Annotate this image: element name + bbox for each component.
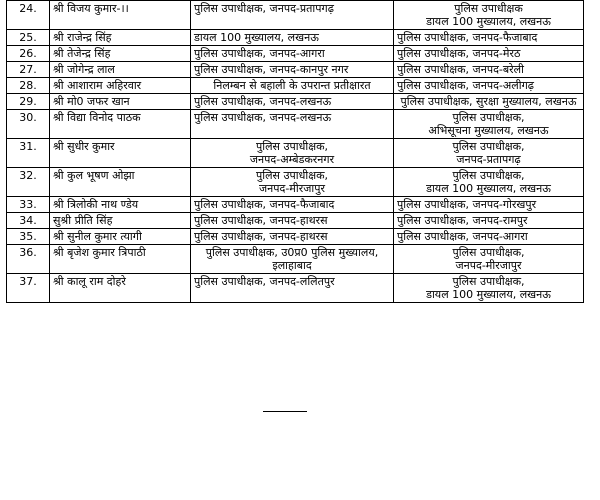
current-posting: पुलिस उपाधीक्षक, जनपद-हाथरस xyxy=(191,213,394,229)
serial-number: 25. xyxy=(7,30,50,46)
new-posting: पुलिस उपाधीक्षक, जनपद-गोरखपुर xyxy=(394,197,584,213)
table-row xyxy=(7,139,584,168)
table-row xyxy=(7,46,584,62)
officer-name: श्री सुधीर कुमार xyxy=(50,139,191,168)
table-row xyxy=(7,30,584,46)
new-posting: पुलिस उपाधीक्षक, जनपद-मीरजापुर xyxy=(394,245,584,274)
table-row xyxy=(7,62,584,78)
table-row xyxy=(7,245,584,274)
current-posting: पुलिस उपाधीक्षक, जनपद-मीरजापुर xyxy=(191,168,394,197)
serial-number: 31. xyxy=(7,139,50,168)
serial-number: 28. xyxy=(7,78,50,94)
new-posting: पुलिस उपाधीक्षक, जनपद-आगरा xyxy=(394,229,584,245)
serial-number: 34. xyxy=(7,213,50,229)
current-posting: पुलिस उपाधीक्षक, जनपद-लखनऊ xyxy=(191,94,394,110)
current-posting: पुलिस उपाधीक्षक, जनपद-कानपुर नगर xyxy=(191,62,394,78)
officer-name: श्री मो0 जफर खान xyxy=(50,94,191,110)
table-row xyxy=(7,274,584,303)
table-row xyxy=(7,229,584,245)
current-posting: पुलिस उपाधीक्षक, जनपद-लखनऊ xyxy=(191,110,394,139)
serial-number: 37. xyxy=(7,274,50,303)
closing-rule xyxy=(263,411,307,412)
serial-number: 35. xyxy=(7,229,50,245)
current-posting: पुलिस उपाधीक्षक, जनपद-फैजाबाद xyxy=(191,197,394,213)
current-posting: पुलिस उपाधीक्षक, उ0प्र0 पुलिस मुख्यालय, इलाहाबाद xyxy=(191,245,394,274)
current-posting: पुलिस उपाधीक्षक, जनपद-प्रतापगढ़ xyxy=(191,1,394,30)
new-posting: पुलिस उपाधीक्षक, जनपद-प्रतापगढ़ xyxy=(394,139,584,168)
new-posting: पुलिस उपाधीक्षक, डायल 100 मुख्यालय, लखनऊ xyxy=(394,168,584,197)
officer-name: सुश्री प्रीति सिंह xyxy=(50,213,191,229)
new-posting: पुलिस उपाधीक्षक, जनपद-बरेली xyxy=(394,62,584,78)
serial-number: 32. xyxy=(7,168,50,197)
officer-name: श्री बृजेश कुमार त्रिपाठी xyxy=(50,245,191,274)
table-row xyxy=(7,197,584,213)
table-row xyxy=(7,110,584,139)
transfer-table xyxy=(6,0,584,303)
current-posting: निलम्बन से बहाली के उपरान्त प्रतीक्षारत xyxy=(191,78,394,94)
serial-number: 29. xyxy=(7,94,50,110)
officer-name: श्री विद्या विनोद पाठक xyxy=(50,110,191,139)
new-posting: पुलिस उपाधीक्षक, डायल 100 मुख्यालय, लखनऊ xyxy=(394,274,584,303)
current-posting: पुलिस उपाधीक्षक, जनपद-आगरा xyxy=(191,46,394,62)
officer-name: श्री कालू राम दोहरे xyxy=(50,274,191,303)
new-posting: पुलिस उपाधीक्षक, सुरक्षा मुख्यालय, लखनऊ xyxy=(394,94,584,110)
serial-number: 24. xyxy=(7,1,50,30)
serial-number: 26. xyxy=(7,46,50,62)
table-row xyxy=(7,213,584,229)
new-posting: पुलिस उपाधीक्षक, अभिसूचना मुख्यालय, लखनऊ xyxy=(394,110,584,139)
officer-name: श्री आशाराम अहिरवार xyxy=(50,78,191,94)
new-posting: पुलिस उपाधीक्षक, जनपद-फैजाबाद xyxy=(394,30,584,46)
table-row xyxy=(7,168,584,197)
serial-number: 27. xyxy=(7,62,50,78)
officer-name: श्री त्रिलोकी नाथ ण्डेय xyxy=(50,197,191,213)
officer-name: श्री सुनील कुमार त्यागी xyxy=(50,229,191,245)
officer-name: श्री कुल भूषण ओझा xyxy=(50,168,191,197)
table-row xyxy=(7,1,584,30)
table-row xyxy=(7,78,584,94)
current-posting: पुलिस उपाधीक्षक, जनपद-अम्बेडकरनगर xyxy=(191,139,394,168)
officer-name: श्री तेजेन्द्र सिंह xyxy=(50,46,191,62)
current-posting: पुलिस उपाधीक्षक, जनपद-हाथरस xyxy=(191,229,394,245)
officer-name: श्री राजेन्द्र सिंह xyxy=(50,30,191,46)
new-posting: पुलिस उपाधीक्षक, जनपद-अलीगढ़ xyxy=(394,78,584,94)
serial-number: 36. xyxy=(7,245,50,274)
officer-name: श्री विजय कुमार-।। xyxy=(50,1,191,30)
current-posting: डायल 100 मुख्यालय, लखनऊ xyxy=(191,30,394,46)
serial-number: 33. xyxy=(7,197,50,213)
new-posting: पुलिस उपाधीक्षक डायल 100 मुख्यालय, लखनऊ xyxy=(394,1,584,30)
current-posting: पुलिस उपाधीक्षक, जनपद-ललितपुर xyxy=(191,274,394,303)
table-row xyxy=(7,94,584,110)
officer-name: श्री जोगेन्द्र लाल xyxy=(50,62,191,78)
new-posting: पुलिस उपाधीक्षक, जनपद-रामपुर xyxy=(394,213,584,229)
new-posting: पुलिस उपाधीक्षक, जनपद-मेरठ xyxy=(394,46,584,62)
serial-number: 30. xyxy=(7,110,50,139)
